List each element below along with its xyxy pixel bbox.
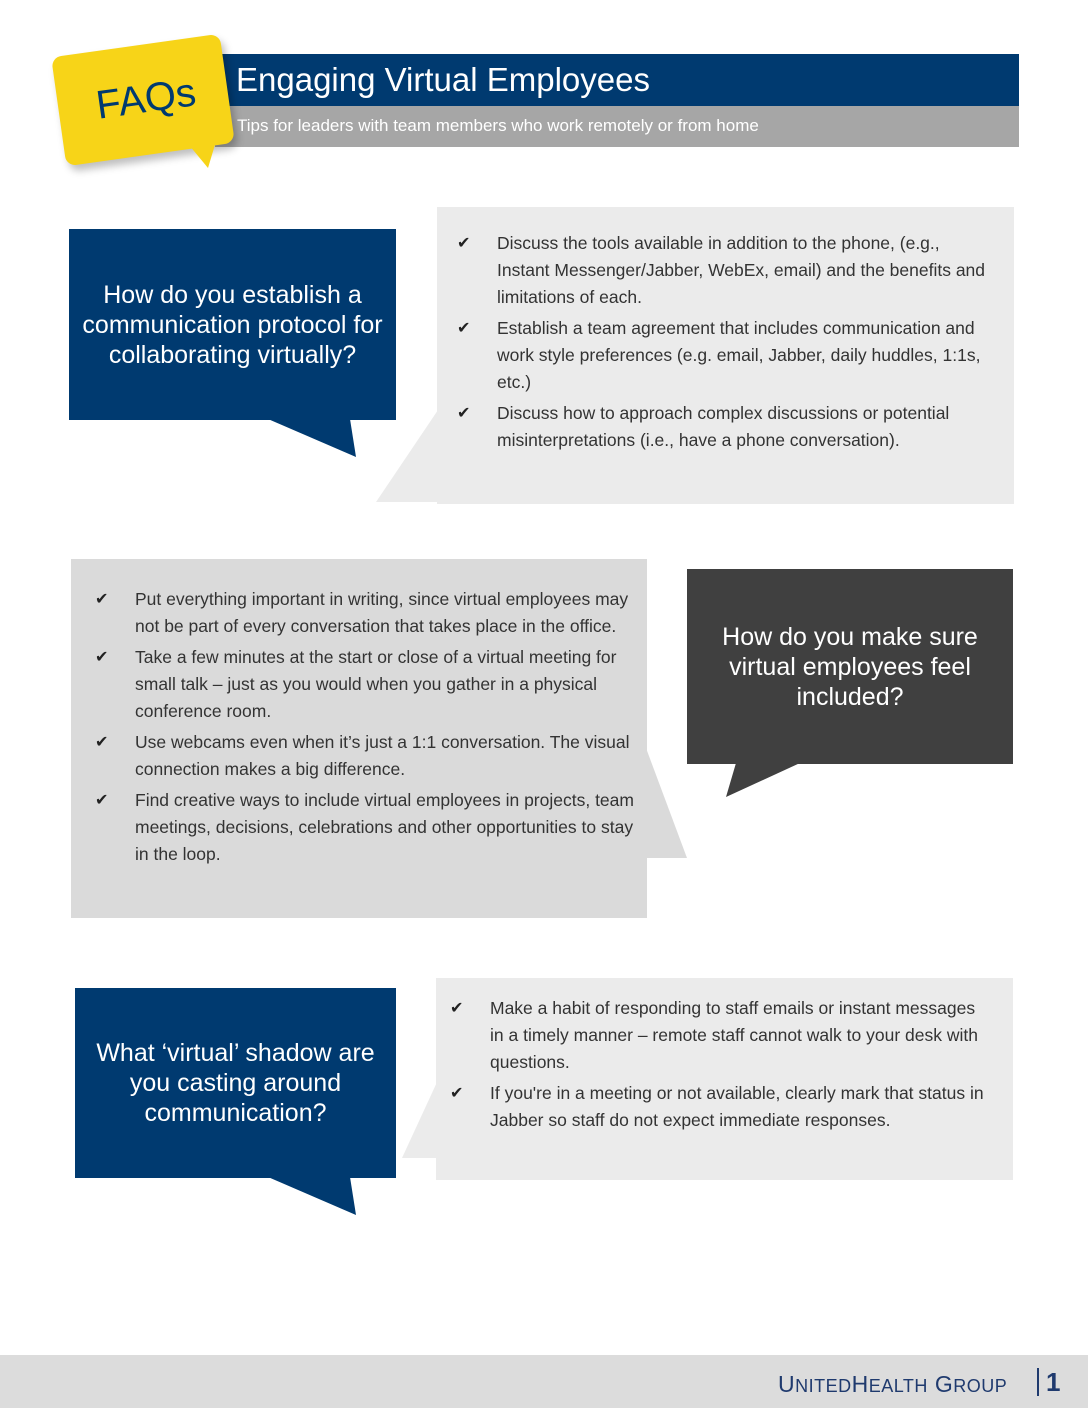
list-item: ✔ If you're in a meeting or not available, clearly mark that status in Jabber so staff do not expect immediate responses.	[430, 1080, 990, 1134]
check-icon: ✔	[95, 591, 109, 608]
tip-list-3	[430, 995, 990, 1138]
list-item: ✔ Make a habit of responding to staff emails or instant messages in a timely manner – remote staff cannot walk to your desk with questions.	[430, 995, 990, 1076]
question-box-2-tail	[722, 763, 804, 799]
question-text-2: How do you make sure virtual employees feel included?	[722, 622, 978, 711]
check-icon: ✔	[95, 649, 109, 666]
list-item: ✔ Establish a team agreement that includes communication and work style preferences (e.g. email, Jabber, daily huddles, 1:1s, etc.)	[437, 315, 997, 396]
question-text-3: What ‘virtual’ shadow are you casting around communication?	[96, 1039, 375, 1127]
list-item: ✔ Discuss how to approach complex discussions or potential misinterpretations (i.e., have a phone conversation).	[437, 400, 997, 454]
faq-badge-tail	[170, 128, 230, 173]
check-icon: ✔	[95, 792, 109, 809]
question-box-3	[75, 988, 396, 1178]
list-item: ✔ Find creative ways to include virtual employees in projects, team meetings, decisions, celebrations and other opportunities to stay in the loop.	[75, 787, 635, 868]
list-item: ✔ Put everything important in writing, since virtual employees may not be part of every conversation that takes place in the office.	[75, 586, 635, 640]
question-text-1: How do you establish a communication protocol for collaborating virtually?	[82, 280, 383, 369]
tip-list-2	[75, 586, 635, 872]
question-box-1-tail	[268, 419, 360, 459]
question-box-3-tail	[268, 1177, 360, 1217]
page-title: Engaging Virtual Employees	[236, 61, 650, 98]
tip-list-1	[437, 230, 997, 458]
page-subtitle: Tips for leaders with team members who work remotely or from home	[237, 116, 759, 135]
brand-logo: UNITEDHEALTH GROUP	[778, 1371, 1008, 1397]
question-box-1	[69, 229, 396, 420]
check-icon: ✔	[450, 1000, 464, 1017]
answer-panel-1-tail	[370, 410, 442, 505]
faq-badge-label: FAQs	[93, 70, 199, 128]
page-number: 1	[1046, 1367, 1061, 1397]
list-item: ✔ Use webcams even when it’s just a 1:1 conversation. The visual connection makes a big difference.	[75, 729, 635, 783]
check-icon: ✔	[95, 734, 109, 751]
check-icon: ✔	[457, 320, 471, 337]
question-box-2	[687, 569, 1013, 764]
answer-panel-2-tail	[643, 740, 691, 862]
check-icon: ✔	[457, 405, 471, 422]
list-item: ✔ Take a few minutes at the start or close of a virtual meeting for small talk – just as you would when you gather in a physical conference room.	[75, 644, 635, 725]
page-number-divider	[1037, 1368, 1039, 1396]
list-item: ✔ Discuss the tools available in addition to the phone, (e.g., Instant Messenger/Jabber, WebEx, email) and the benefits and limitations of each.	[437, 230, 997, 311]
check-icon: ✔	[457, 235, 471, 252]
check-icon: ✔	[450, 1085, 464, 1102]
